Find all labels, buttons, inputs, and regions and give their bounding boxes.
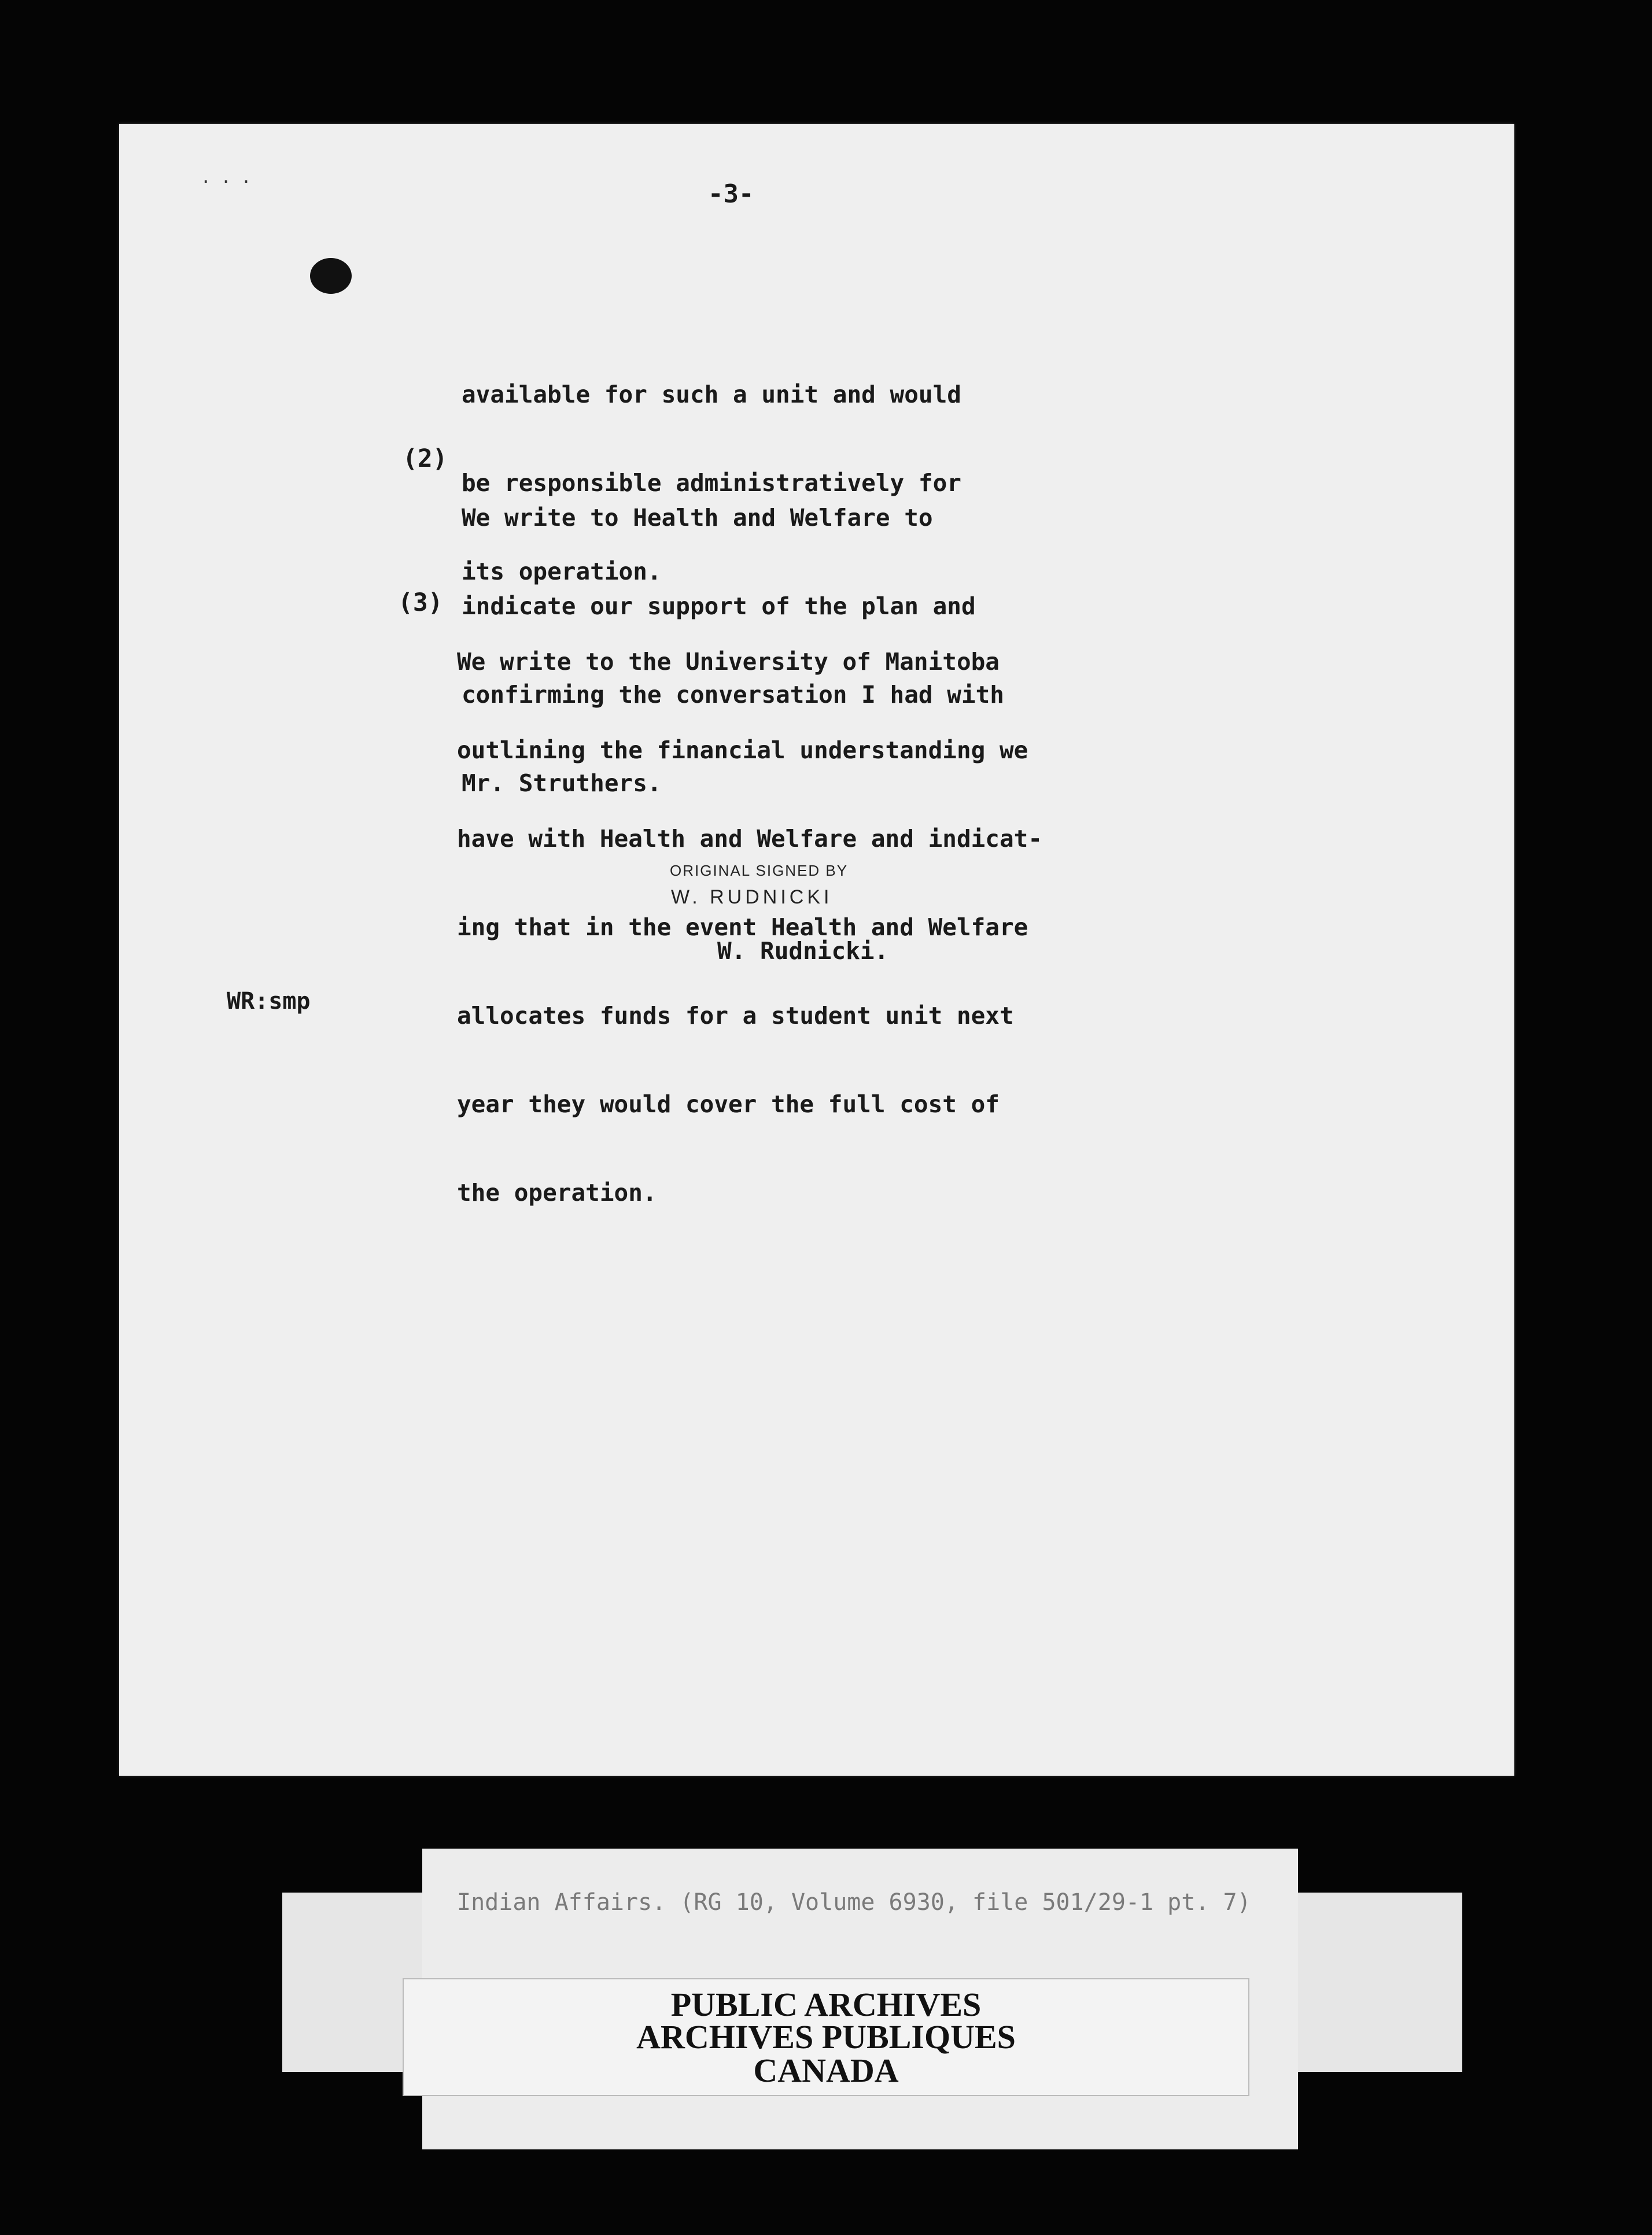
item-number-2: (2) — [403, 444, 448, 473]
text-line: indicate our support of the plan and — [462, 592, 976, 620]
text-line: outlining the financial understanding we — [457, 736, 1028, 764]
text-line: ing that in the event Health and Welfare — [457, 913, 1028, 941]
hole-punch-mark — [310, 258, 352, 294]
item-number-3: (3) — [398, 588, 443, 617]
text-line: We write to Health and Welfare to — [462, 504, 933, 532]
text-line: its operation. — [462, 558, 662, 585]
typist-initials: WR:smp — [227, 988, 311, 1015]
text-line: confirming the conversation I had with — [462, 681, 1004, 709]
text-line: Mr. Struthers. — [462, 769, 662, 797]
text-line: allocates funds for a student unit next — [457, 1002, 1014, 1030]
archive-name-english: PUBLIC ARCHIVES — [670, 1986, 982, 2023]
text-line: available for such a unit and would — [462, 381, 961, 408]
text-line: year they would cover the full cost of — [457, 1090, 1000, 1118]
text-line: the operation. — [457, 1179, 657, 1207]
text-line: be responsible administratively for — [462, 469, 961, 497]
item-3-text — [457, 588, 1042, 1237]
page-number: -3- — [708, 179, 754, 209]
text-line: have with Health and Welfare and indicat- — [457, 825, 1043, 853]
archive-country: CANADA — [753, 2052, 899, 2089]
signature-stamp-line-1: ORIGINAL SIGNED BY — [670, 862, 849, 879]
corner-marks: · · · — [202, 170, 253, 194]
archive-citation: Indian Affairs. (RG 10, Volume 6930, file 501/29-1 pt. 7) — [457, 1889, 1251, 1916]
signature-stamp-line-2: W. RUDNICKI — [671, 886, 833, 908]
signatory-name: W. Rudnicki. — [717, 937, 889, 965]
text-line: We write to the University of Manitoba — [457, 648, 1000, 676]
archive-name-french: ARCHIVES PUBLIQUES — [636, 2018, 1016, 2056]
